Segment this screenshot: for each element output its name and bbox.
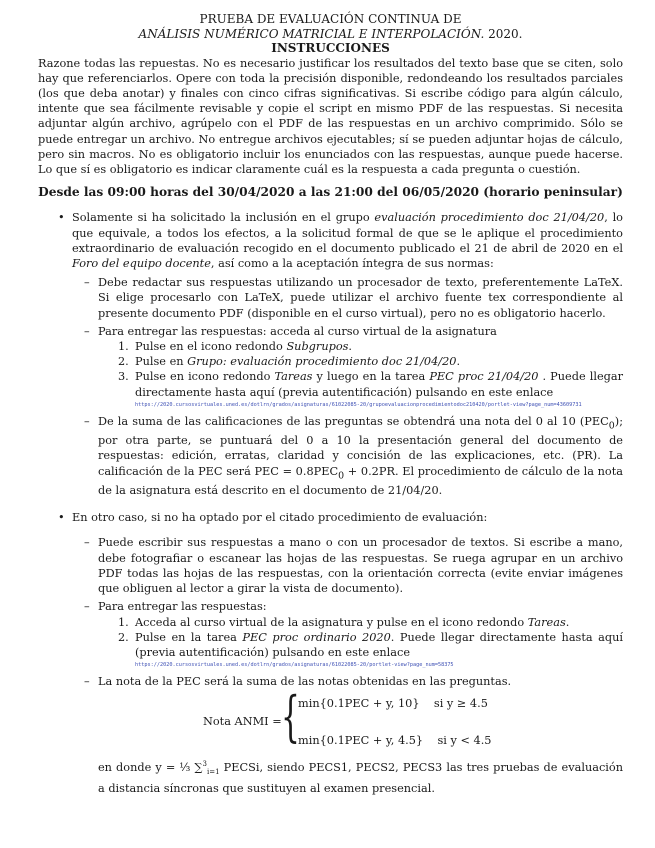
task-label: PEC proc 21/04/20: [429, 370, 539, 384]
subgrupos-label: Subgrupos: [286, 339, 349, 353]
formula-label: Nota ANMI =: [203, 715, 282, 729]
nota-formula: [38, 685, 623, 753]
bullet-procedimiento: [38, 210, 623, 271]
header-line-1: PRUEBA DE EVALUACIÓN CONTINUA DE: [199, 12, 462, 26]
bullet-dot: •: [58, 511, 65, 525]
sum-lower: i=1: [206, 768, 220, 777]
text-run: Solamente si ha solicitado la inclusión en el grupo: [72, 211, 375, 225]
text-run: , así como a la aceptación íntegra de sus normas:: [210, 256, 494, 270]
header-line-2: [38, 27, 623, 42]
subscript: 0: [338, 469, 345, 481]
sub-item-text: La nota de la PEC será la suma de las notas obtenidas en las preguntas.: [98, 675, 512, 689]
case-cond: si y ≥ 4.5: [433, 697, 488, 711]
bullet-1-text: [72, 210, 623, 271]
text-run: + 0.2PR. El procedimiento de cálculo de la nota de la asignatura está descrito en el documento de 21/04/20.: [98, 464, 624, 498]
subscript: 0: [608, 420, 615, 432]
step-number: 1.: [118, 615, 129, 629]
sum-upper: 3: [202, 760, 207, 769]
link-procedimiento[interactable]: https://2020.cursosvirtuales.uned.es/dotlrn/grados/asignaturas/61022085-20/grupoevaluacionprocedimientodoc210420/portlet-view?page_num=43609731: [135, 401, 582, 408]
step-2b: [38, 630, 623, 660]
text-run: . Puede llegar directamente hasta aquí (previa autentificación) pulsando en este enlace: [135, 630, 623, 659]
dash-marker: –: [84, 536, 90, 550]
bullet-otro-caso: [38, 510, 623, 525]
text-run: .: [456, 355, 461, 369]
text-run: .: [348, 339, 353, 353]
case-cond: si y < 4.5: [437, 734, 492, 748]
formula-case-1: [298, 696, 488, 711]
sub-item-entregar: [38, 324, 623, 339]
group-label: Grupo: evaluación procedimiento doc 21/04/20: [187, 355, 457, 369]
formula-note: [38, 757, 623, 795]
link-ordinario[interactable]: https://2020.cursosvirtuales.uned.es/dotlrn/grados/asignaturas/61022085-20/portlet-view?page_num=58375: [135, 662, 454, 669]
tareas-label: Tareas: [527, 615, 566, 629]
case-expr: min{0.1PEC + y, 4.5}: [298, 734, 424, 748]
intro-paragraph: Razone todas las repuestas. No es necesario justificar los resultados del texto base que se citen, solo hay que referenciarlos. Opere con toda la precisión disponible, redondeando los resultados parciales (los que deba anotar) y finales con cinco cifras significativas. Si escribe código para algún cálculo, intente que sea fácilmente revisable y copie el script en mismo PDF de las respuestas. Si necesita adjuntar algún archivo, agrúpelo con el PDF de las respuestas en un archivo comprimido. Sólo se puede entregar un archivo. No entregue archivos ejecutables; sí se pueden adjuntar hojas de cálculo, pero sin macros. No es obligatorio incluir los enunciados con las respuestas, aunque puede hacerse. Lo que sí es obligatorio es indicar claramente cuál es la respuesta a cada pregunta o cuestión.: [38, 56, 623, 176]
group-name: evaluación procedimiento doc 21/04/20: [374, 211, 605, 225]
dash-marker: –: [84, 324, 90, 338]
instructions-heading: INSTRUCCIONES: [271, 41, 390, 55]
brace-icon: {: [281, 685, 300, 749]
step-number: 2.: [118, 630, 129, 644]
task-label: PEC proc ordinario 2020: [242, 630, 391, 644]
bullet-2-text: En otro caso, si no ha optado por el citado procedimiento de evaluación:: [72, 511, 488, 525]
text-run: Pulse en la tarea: [135, 630, 243, 644]
text-run: , lo que equivale, a todos los efectos, a la solicitud formal de que se le aplique el procedimiento extraordinario de evaluación recogido en el documento publicado el 21 de abril de 2020 en el: [72, 211, 623, 255]
text-run: De la suma de las calificaciones de las preguntas se obtendrá una nota del 0 al 10 (PEC: [98, 414, 609, 428]
step-2b-text: [135, 630, 623, 660]
dash-marker: –: [84, 414, 90, 428]
text-run: .: [565, 615, 570, 629]
sub-item-latex: [38, 275, 623, 321]
text-run: en donde y = ⅓ ∑: [98, 761, 203, 775]
step-2: [38, 354, 623, 369]
step-1b: [38, 615, 623, 630]
step-number: 1.: [118, 339, 129, 353]
sub-item-calificacion: [38, 414, 623, 499]
dash-marker: –: [84, 276, 90, 290]
sub-item-mano: [38, 535, 623, 596]
step-3: [38, 369, 623, 399]
text-run: Pulse en icono redondo: [135, 370, 275, 384]
sub-item-text: Para entregar las respuestas: acceda al curso virtual de la asignatura: [98, 324, 497, 338]
step-3-text: [135, 369, 623, 399]
bullet-dot: •: [58, 211, 65, 225]
step-number: 3.: [118, 370, 129, 384]
case-expr: min{0.1PEC + y, 10}: [298, 697, 420, 711]
sub-item-text: [98, 414, 623, 499]
text-run: Acceda al curso virtual de la asignatura y pulse en el icono redondo: [135, 615, 528, 629]
sub-item-nota: [38, 674, 623, 689]
formula-case-2: [298, 733, 491, 748]
text-run: ); por otra parte, se puntuará del 0 a 10 la presentación general del documento de respuestas: edición, erratas, claridad y concisión de las explicaciones, etc. (PR). La calificación de la PEC será PEC = 0.8PEC: [98, 414, 623, 478]
document-page: [38, 12, 623, 796]
forum-name: Foro del equipo docente: [72, 256, 211, 270]
document-header: [38, 12, 623, 56]
formula-note-text: [98, 757, 623, 795]
dash-marker: –: [84, 675, 90, 689]
step-1: [38, 339, 623, 354]
sub-item-text: Para entregar las respuestas:: [98, 600, 267, 614]
tareas-label: Tareas: [274, 370, 313, 384]
text-run: PECSi, siendo PECS1, PECS2, PECS3 las tres pruebas de evaluación a distancia síncronas que sustituyen al examen presencial.: [98, 761, 623, 795]
text-run: Pulse en el icono redondo: [135, 339, 287, 353]
text-run: Pulse en: [135, 355, 188, 369]
step-number: 2.: [118, 355, 129, 369]
course-title: ANÁLISIS NUMÉRICO MATRICIAL E INTERPOLACIÓN.: [138, 26, 485, 41]
course-year: 2020.: [484, 26, 523, 41]
sub-item-text: Puede escribir sus respuestas a mano o con un procesador de textos. Si escribe a mano, debe fotografiar o escanear las hojas de las respuestas. Se ruega agrupar en un archivo PDF todas las hojas de las respuestas, con la orientación correcta (evite enviar imágenes que obliguen al lector a girar la vista de documento).: [98, 536, 623, 596]
dash-marker: –: [84, 600, 90, 614]
sub-item-entregar-2: [38, 599, 623, 614]
deadline-text: Desde las 09:00 horas del 30/04/2020 a las 21:00 del 06/05/2020 (horario peninsular): [38, 185, 623, 200]
text-run: . Puede llegar directamente hasta aquí (previa autentificación) pulsando en este enlace: [135, 370, 624, 399]
sub-item-text: Debe redactar sus respuestas utilizando un procesador de texto, preferentemente LaTeX. Si elige procesarlo con LaTeX, puede utilizar el archivo fuente tex correspondiente al presente documento PDF (disponible en el curso virtual), pero no es obligatorio hacerlo.: [98, 276, 623, 320]
text-run: y luego en la tarea: [312, 370, 430, 384]
